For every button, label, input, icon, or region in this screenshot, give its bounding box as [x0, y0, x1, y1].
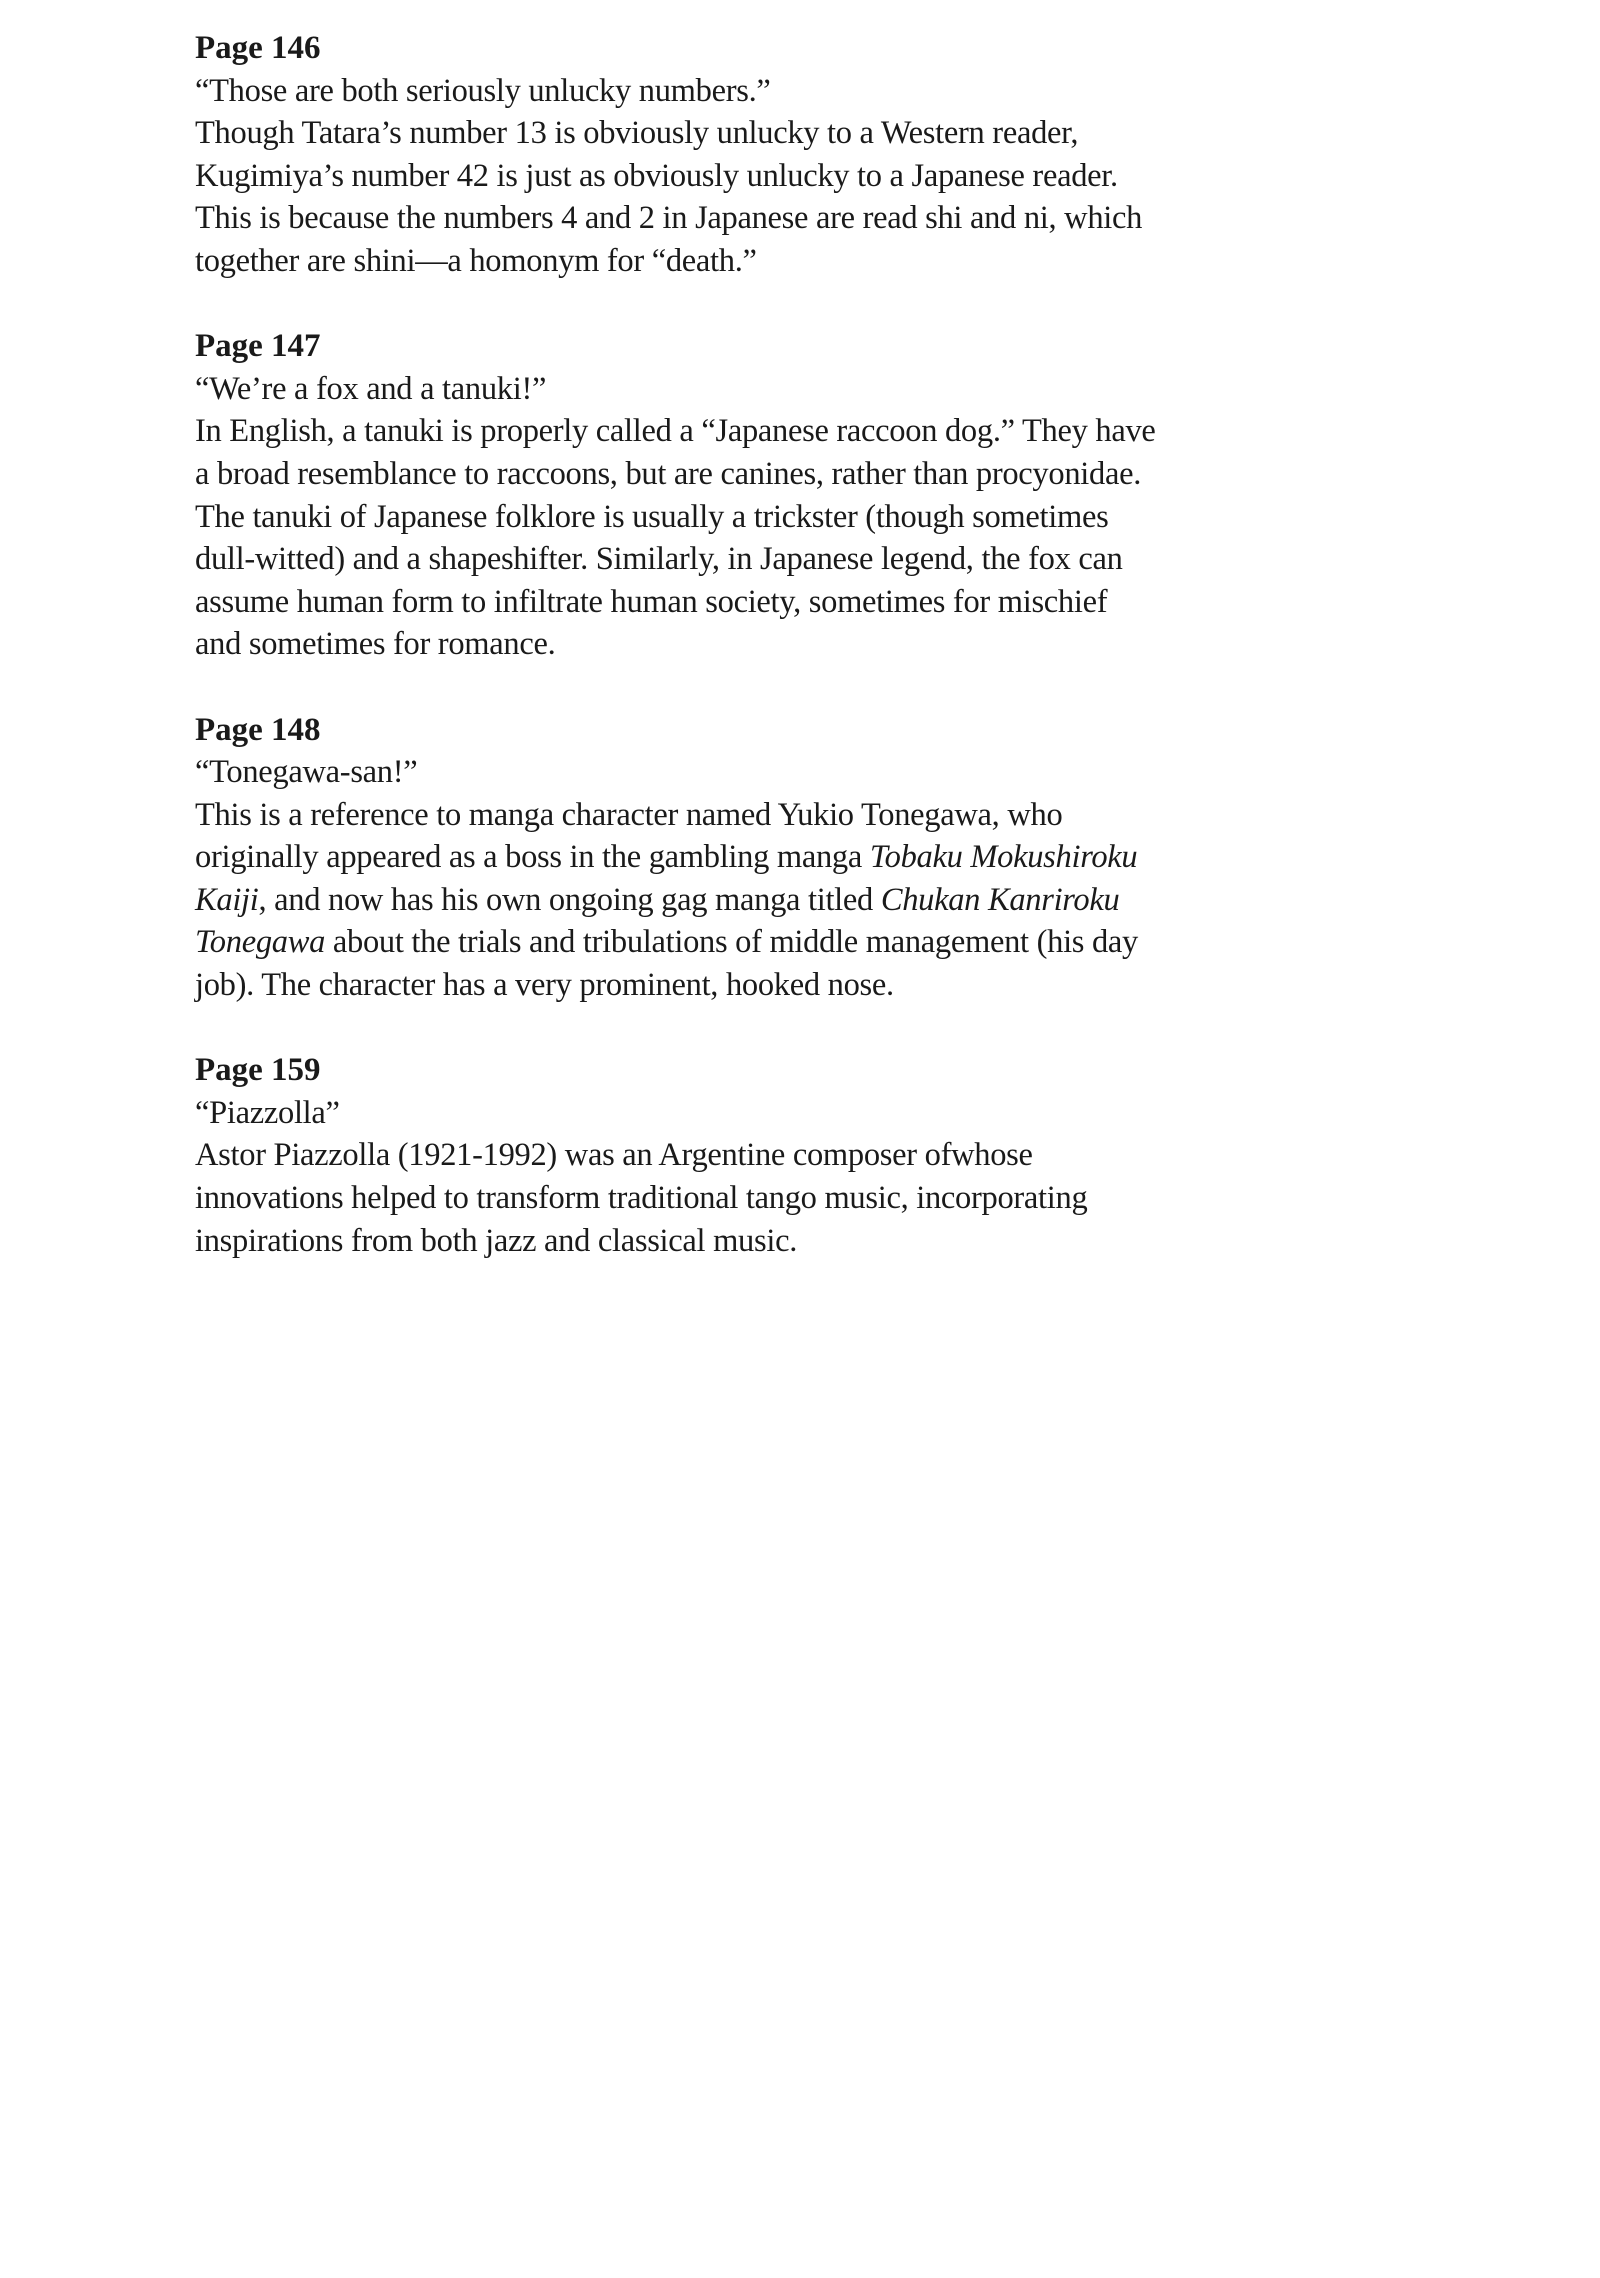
text-segment: together are shini—a homonym for “death.”	[195, 242, 757, 279]
note-line	[195, 581, 1156, 624]
text-segment: a broad resemblance to raccoons, but are canines, rather than procyonidae.	[195, 455, 1142, 492]
note-line	[195, 155, 1156, 198]
text-segment: “Those are both seriously unlucky numbers.”	[195, 72, 771, 109]
note-section	[195, 27, 1156, 283]
text-segment: This is because the numbers 4 and 2 in Japanese are read shi and ni, which	[195, 200, 1143, 237]
note-line	[195, 112, 1156, 155]
note-section	[195, 1049, 1156, 1262]
quote-line	[195, 751, 1156, 794]
text-segment: job). The character has a very prominent, hooked nose.	[195, 967, 894, 1004]
text-segment: about the trials and tribulations of middle management (his day	[325, 924, 1139, 961]
note-line	[195, 1220, 1156, 1263]
note-line	[195, 197, 1156, 240]
italic-title: Chukan Kanriroku	[880, 881, 1120, 918]
page-heading: Page 159	[195, 1052, 321, 1089]
text-segment: assume human form to infiltrate human society, sometimes for mischief	[195, 583, 1108, 620]
note-line	[195, 794, 1156, 837]
text-segment: inspirations from both jazz and classical music.	[195, 1222, 798, 1259]
text-segment: originally appeared as a boss in the gambling manga	[195, 839, 870, 876]
page-heading: Page 148	[195, 711, 321, 748]
page-heading: Page 147	[195, 328, 321, 365]
note-line	[195, 453, 1156, 496]
note-line	[195, 879, 1156, 922]
text-segment: The tanuki of Japanese folklore is usually a trickster (though sometimes	[195, 498, 1109, 535]
note-line	[195, 240, 1156, 283]
quote-line	[195, 368, 1156, 411]
text-segment: “Tonegawa-san!”	[195, 754, 418, 791]
text-segment: dull-witted) and a shapeshifter. Similarly, in Japanese legend, the fox can	[195, 541, 1123, 578]
note-section	[195, 325, 1156, 666]
document-body	[195, 27, 1156, 1305]
italic-title: Tonegawa	[195, 924, 326, 961]
italic-title: Kaiji	[195, 881, 259, 918]
note-line	[195, 1177, 1156, 1220]
text-segment: In English, a tanuki is properly called a “Japanese raccoon dog.” They have	[195, 413, 1156, 450]
note-line	[195, 836, 1156, 879]
text-segment: and sometimes for romance.	[195, 626, 556, 663]
note-line	[195, 496, 1156, 539]
note-line	[195, 538, 1156, 581]
note-line	[195, 1134, 1156, 1177]
text-segment: , and now has his own ongoing gag manga titled	[258, 881, 881, 918]
note-line	[195, 921, 1156, 964]
text-segment: This is a reference to manga character named Yukio Tonegawa, who	[195, 796, 1063, 833]
text-segment: Astor Piazzolla (1921-1992) was an Argentine composer ofwhose	[195, 1137, 1033, 1174]
text-segment: innovations helped to transform traditional tango music, incorporating	[195, 1180, 1088, 1217]
page-heading: Page 146	[195, 30, 321, 66]
text-segment: “Piazzolla”	[195, 1094, 340, 1131]
note-line	[195, 964, 1156, 1007]
note-line	[195, 623, 1156, 666]
text-segment: “We’re a fox and a tanuki!”	[195, 370, 547, 407]
text-segment: Kugimiya’s number 42 is just as obviously unlucky to a Japanese reader.	[195, 157, 1118, 194]
note-section	[195, 709, 1156, 1007]
italic-title: Tobaku Mokushiroku	[869, 839, 1138, 876]
text-segment: Though Tatara’s number 13 is obviously unlucky to a Western reader,	[195, 115, 1079, 152]
note-line	[195, 410, 1156, 453]
quote-line	[195, 70, 1156, 113]
quote-line	[195, 1092, 1156, 1135]
